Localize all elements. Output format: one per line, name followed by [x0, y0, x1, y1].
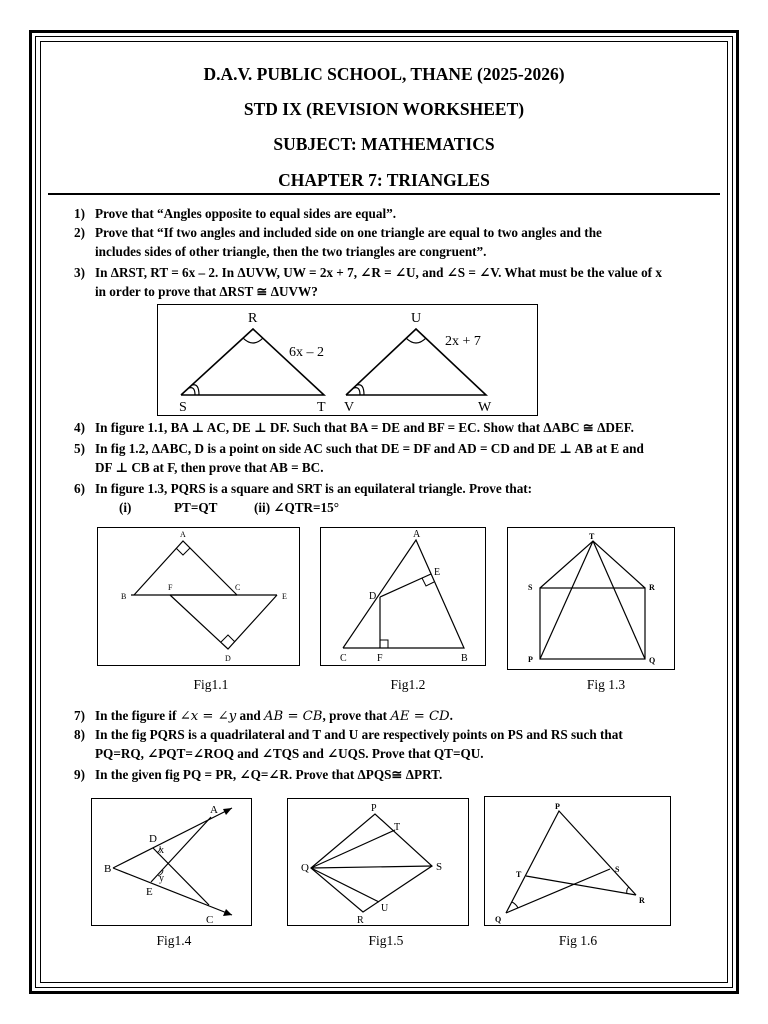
label-d: D — [369, 591, 377, 602]
label-f: F — [377, 653, 383, 664]
label-v: V — [344, 400, 355, 415]
label-q: Q — [301, 862, 309, 874]
q7-text-mid: and — [236, 708, 265, 723]
question-text: Prove that “If two angles and included side on one triangle are equal to two angles and the — [95, 225, 602, 240]
question-number: 7) — [74, 708, 85, 723]
label-r: R — [649, 583, 655, 592]
caption-fig-1-6: Fig 1.6 — [558, 933, 598, 948]
label-b: B — [104, 863, 112, 875]
question-text: In fig 1.2, ΔABC, D is a point on side AC such that DE = DF and AD = CD and DE ⊥ AB at E and — [95, 441, 644, 456]
q7-math-angles: ∠x = ∠y — [179, 709, 237, 724]
question-number: 8) — [74, 727, 85, 742]
figure-1-6 — [484, 796, 671, 926]
subpart-i-text: PT=QT — [174, 500, 218, 515]
label-c: C — [235, 583, 241, 592]
caption-fig-1-1: Fig1.1 — [193, 677, 229, 692]
label-r: R — [248, 311, 258, 326]
school-title: D.A.V. PUBLIC SCHOOL, THANE (2025-2026) — [203, 64, 565, 84]
question-number: 3) — [74, 265, 85, 280]
label-a: A — [210, 804, 218, 816]
label-y: y — [159, 873, 164, 884]
label-s: S — [615, 865, 620, 874]
subject-title: SUBJECT: MATHEMATICS — [273, 134, 495, 154]
question-text — [95, 706, 724, 726]
question-number: 4) — [74, 420, 85, 435]
label-p: P — [555, 802, 560, 811]
q7-text-mid2: , prove that — [322, 708, 391, 723]
label-q: Q — [495, 915, 502, 924]
label-t: T — [589, 532, 595, 541]
label-q: Q — [649, 656, 656, 665]
chapter-title: CHAPTER 7: TRIANGLES — [278, 170, 490, 190]
question-text: In figure 1.3, PQRS is a square and SRT is an equilateral triangle. Prove that: — [95, 481, 533, 496]
label-a: A — [180, 530, 186, 539]
caption-fig-1-3: Fig 1.3 — [586, 677, 626, 692]
label-t: T — [516, 870, 522, 879]
label-s: S — [179, 400, 187, 415]
label-u: U — [411, 311, 422, 326]
question-text: In the given fig PQ = PR, ∠Q=∠R. Prove that ΔPQS≅ ΔPRT. — [95, 767, 443, 782]
q7-text-post: . — [449, 708, 453, 723]
subpart-ii-text: (ii) ∠QTR=15° — [254, 500, 340, 515]
question-number: 5) — [74, 441, 85, 456]
label-t: T — [394, 822, 401, 833]
caption-fig-1-5: Fig1.5 — [368, 933, 404, 948]
label-d: D — [149, 833, 157, 845]
label-rt-side: 6x – 2 — [289, 345, 324, 360]
label-c: C — [340, 653, 347, 664]
header-rule — [48, 193, 720, 195]
subpart-i-number: (i) — [119, 500, 132, 515]
label-e: E — [146, 886, 153, 898]
label-b: B — [121, 592, 127, 601]
q7-math-ab-cb: AB = CB — [264, 709, 323, 724]
triangle-rst — [181, 329, 324, 395]
label-e: E — [434, 567, 441, 578]
label-s: S — [528, 583, 533, 592]
q7-text-pre: In the figure if — [95, 708, 180, 723]
question-text: In figure 1.1, BA ⊥ AC, DE ⊥ DF. Such that BA = DE and BF = EC. Show that ΔABC ≅ ΔDEF. — [95, 420, 634, 435]
label-w: W — [478, 400, 492, 415]
triangles-rst-uvw-figure — [157, 304, 538, 416]
label-t: T — [317, 400, 326, 415]
question-number: 2) — [74, 225, 85, 240]
question-text: DF ⊥ CB at F, then prove that AB = BC. — [95, 460, 324, 475]
label-u: U — [381, 903, 389, 914]
label-r: R — [357, 915, 364, 926]
label-r: R — [639, 896, 645, 905]
question-text: includes sides of other triangle, then the two triangles are congruent”. — [95, 244, 487, 259]
figure-1-3 — [507, 527, 675, 670]
caption-fig-1-2: Fig1.2 — [390, 677, 426, 692]
figure-1-4 — [91, 798, 252, 926]
question-number: 1) — [74, 206, 85, 221]
question-text: in order to prove that ΔRST ≅ ΔUVW? — [95, 284, 318, 299]
label-e: E — [282, 592, 287, 601]
label-s: S — [436, 861, 443, 873]
label-a: A — [413, 529, 421, 540]
label-uw-side: 2x + 7 — [445, 334, 481, 349]
label-f: F — [168, 583, 173, 592]
figure-1-2 — [320, 527, 486, 666]
label-c: C — [206, 914, 214, 926]
figure-1-1 — [97, 527, 300, 666]
label-p: P — [528, 655, 533, 664]
label-p: P — [371, 803, 377, 814]
question-text: In ΔRST, RT = 6x – 2. In ΔUVW, UW = 2x + 7, ∠R = ∠U, and ∠S = ∠V. What must be the value of x — [95, 265, 662, 280]
caption-fig-1-4: Fig1.4 — [156, 933, 192, 948]
question-text: In the fig PQRS is a quadrilateral and T and U are respectively points on PS and RS such that — [95, 727, 623, 742]
figure-1-5 — [287, 798, 469, 926]
question-number: 9) — [74, 767, 85, 782]
question-number: 6) — [74, 481, 85, 496]
label-b: B — [461, 653, 468, 664]
question-text: Prove that “Angles opposite to equal sides are equal”. — [95, 206, 397, 221]
std-title: STD IX (REVISION WORKSHEET) — [243, 99, 525, 119]
label-d: D — [225, 654, 231, 663]
q7-math-ae-cd: AE = CD — [390, 709, 450, 724]
label-x: x — [159, 845, 164, 856]
question-text: PQ=RQ, ∠PQT=∠ROQ and ∠TQS and ∠UQS. Prove that QT=QU. — [95, 746, 484, 761]
